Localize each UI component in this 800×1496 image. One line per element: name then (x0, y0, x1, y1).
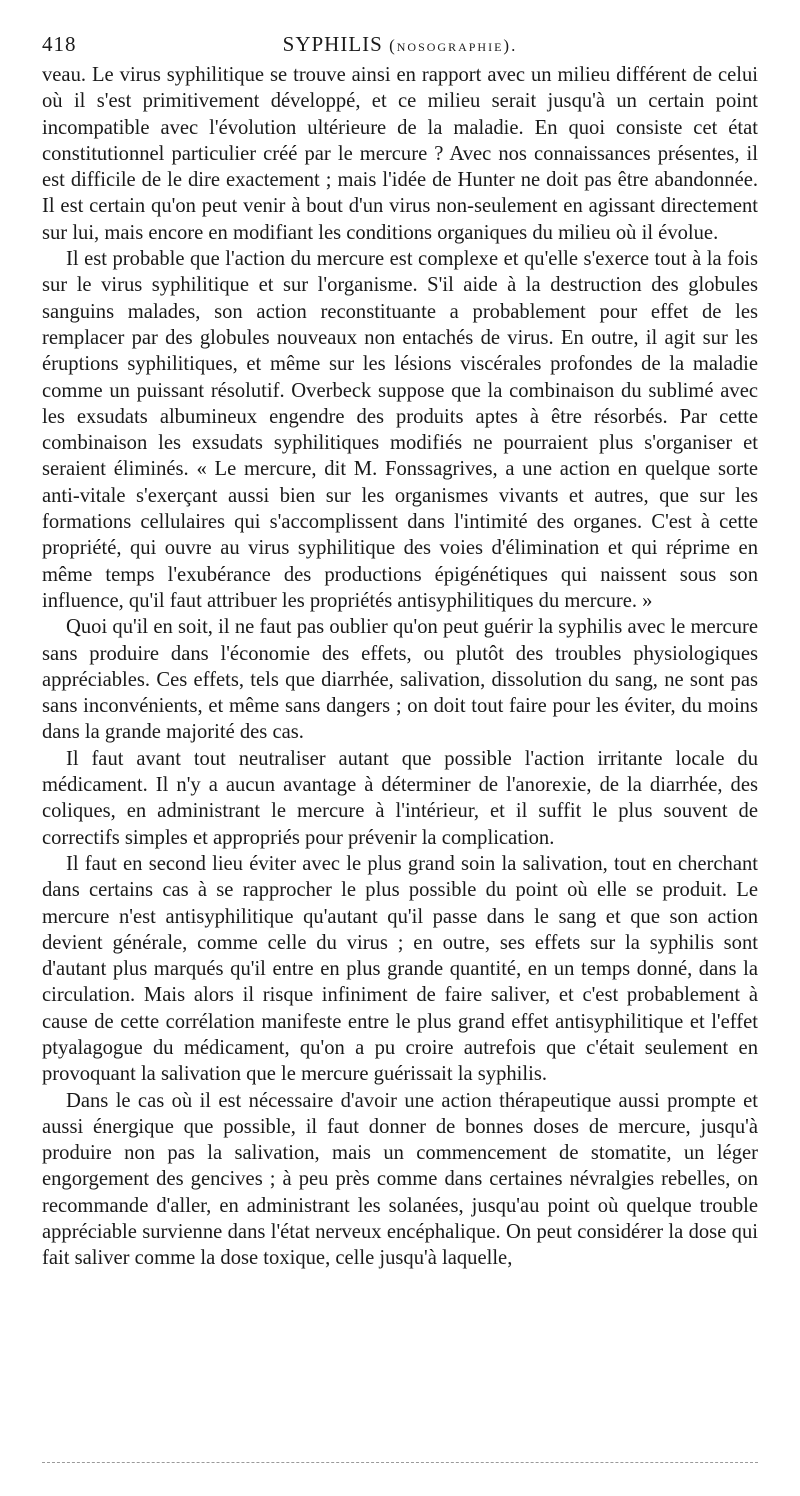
paragraph: Il est probable que l'action du mercure est complexe et qu'elle s'exerce tout à la fois sur le virus syphilitique et sur l'organisme. S'il aide à la destruction des globules sanguins malades, son action reconstituante a probablement pour effet de les remplacer par des globules nouveaux non entachés de virus. En outre, il agit sur les éruptions syphilitiques, et même sur les lésions viscérales profondes de la maladie comme un puissant résolutif. Overbeck suppose que la combinaison du sublimé avec les exsudats albumineux engendre des produits aptes à être résorbés. Par cette combinaison les exsudats syphilitiques modifiés ne pourraient plus s'organiser et seraient éliminés. « Le mercure, dit M. Fonssagrives, a une action en quelque sorte anti-vitale s'exerçant aussi bien sur les organismes vivants et autres, que sur les formations cellulaires qui s'accomplissent dans l'intimité des organes. C'est à cette propriété, qui ouvre au virus syphilitique des voies d'élimination et qui réprime en même temps l'exubérance des productions épigénétiques qui naissent sous son influence, qu'il faut attribuer les propriétés antisyphilitiques du mercure. » (42, 248, 758, 612)
paragraph: veau. Le virus syphilitique se trouve ainsi en rapport avec un milieu différent de celui où il s'est primitivement développé, et ce milieu serait jusqu'à un certain point incompatible avec l'évolution ultérieure de la maladie. En quoi consiste cet état constitutionnel particulier créé par le mercure ? Avec nos connaissances présentes, il est difficile de le dire exactement ; mais l'idée de Hunter ne doit pas être abandonnée. Il est certain qu'on peut venir à bout d'un virus non-seulement en agissant directement sur lui, mais encore en modifiant les conditions organiques du milieu où il évolue. (42, 64, 758, 244)
paragraph: Quoi qu'il en soit, il ne faut pas oublier qu'on peut guérir la syphilis avec le mercure sans produire dans l'économie des effets, ou plutôt des troubles physiologiques appréciables. Ces effets, tels que diarrhée, salivation, dissolution du sang, ne sont pas sans inconvénients, et même sans dangers ; on doit tout faire pour les éviter, du moins dans la grande majorité des cas. (42, 616, 758, 744)
page-number: 418 (42, 32, 77, 56)
body-text (42, 62, 758, 1272)
footer-rule (42, 1462, 758, 1463)
paragraph: Il faut avant tout neutraliser autant que possible l'action irritante locale du médicament. Il n'y a aucun avantage à déterminer de l'anorexie, de la diarrhée, des coliques, en administrant le mercure à l'intérieur, et il suffit le plus souvent de correctifs simples et appropriés pour prévenir la complication. (42, 747, 758, 849)
running-head (42, 28, 758, 62)
paragraph: Dans le cas où il est nécessaire d'avoir une action thérapeutique aussi prompte et aussi énergique que possible, il faut donner de bonnes doses de mercure, jusqu'à produire non pas la salivation, mais un commencement de stomatite, un léger engorgement des gencives ; à peu près comme dans certaines névralgies rebelles, on recommande d'aller, en administrant les solanées, jusqu'au point où quelque trouble appréciable survienne dans l'état nerveux encéphalique. On peut considérer la dose qui fait saliver comme la dose toxique, celle jusqu'à laquelle, (42, 1089, 758, 1270)
running-title (42, 32, 758, 57)
paragraph: Il faut en second lieu éviter avec le plus grand soin la salivation, tout en cherchant dans certains cas à se rapprocher le plus possible du point où elle se produit. Le mercure n'est antisyphilitique qu'autant qu'il passe dans le sang et que son action devient générale, comme celle du virus ; en outre, ses effets sur la syphilis sont d'autant plus marqués qu'il entre en plus grande quantité, en un temps donné, dans la circulation. Mais alors il risque infiniment de faire saliver, et c'est probablement à cause de cette corrélation manifeste entre le plus grand effet antisyphilitique et l'effet ptyalagogue du médicament, qu'on a pu croire autrefois que c'était seulement en provoquant la salivation que le mercure guérissait la syphilis. (42, 852, 758, 1086)
running-title-main: SYPHILIS (282, 32, 383, 56)
running-title-sub: (nosographie). (389, 36, 518, 55)
